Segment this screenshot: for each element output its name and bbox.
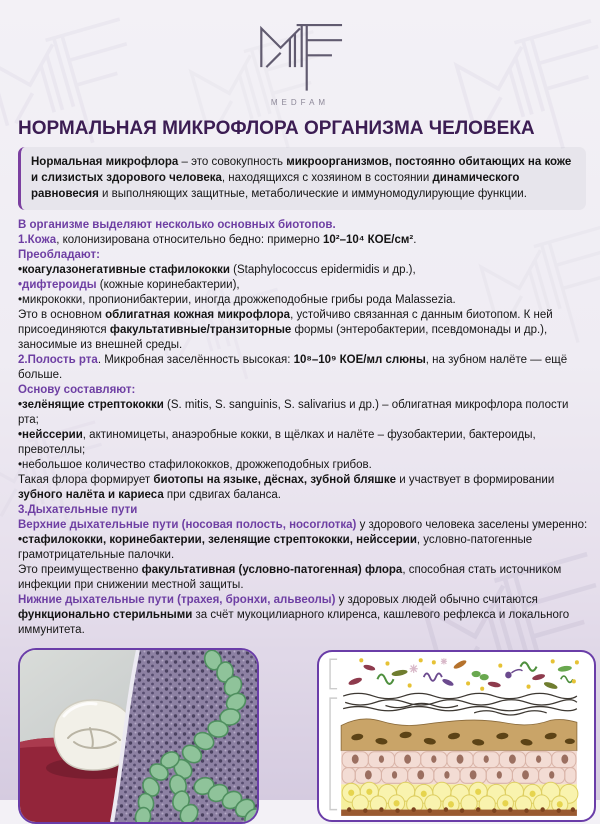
text-segment: динамического равновесия (31, 171, 520, 200)
text-segment: Верхние дыхательные пути (носовая полость, носоглотка) (18, 518, 357, 531)
paragraph (18, 428, 592, 458)
paragraph (18, 278, 592, 293)
paragraph (18, 383, 592, 398)
header (0, 0, 600, 107)
text-segment: , способная стать источником инфекции при снижении местной защиты. (18, 563, 562, 591)
paragraph (18, 593, 592, 638)
text-segment: . (413, 233, 417, 246)
intro-box (18, 147, 586, 210)
text-segment: у здоровых людей обычно считаются (335, 593, 538, 606)
text-segment: за счёт мукоцилиарного клиренса, кашлевого рефлекса и локального иммунитета. (18, 608, 570, 636)
tooth-streptococci-photo (20, 650, 257, 822)
text-segment: , устойчиво связанная с данным биотопом. К ней присоединяются (18, 308, 553, 336)
medfam-wordmark: MEDFAM (270, 98, 330, 107)
page-title: НОРМАЛЬНАЯ МИКРОФЛОРА ОРГАНИЗМА ЧЕЛОВЕКА (18, 118, 535, 139)
paragraph (18, 563, 592, 593)
text-segment: Такая флора формирует (18, 473, 154, 486)
text-segment: – это совокупность (178, 155, 287, 168)
text-segment: облигатная кожная микрофлора (105, 308, 291, 321)
text-segment: зубного налёта и кариеса (18, 488, 164, 501)
text-segment: •небольшое количество стафилококков, дрожжеподобных грибов. (18, 458, 372, 471)
content-paragraphs (18, 218, 592, 638)
text-segment: у здорового человека заселены умеренно: (356, 518, 588, 531)
text-segment: факультативные/транзиторные (109, 323, 292, 336)
text-segment: •дифтероиды (18, 278, 97, 291)
text-segment: , находящихся с хозяином в состоянии (221, 171, 433, 184)
text-segment: 3.Дыхательные пути (18, 503, 138, 516)
text-segment: В организме выделяют несколько основных биотопов. (18, 218, 336, 231)
paragraph (18, 353, 592, 383)
text-segment: (Staphylococcus epidermidis и др.), (229, 263, 416, 276)
text-segment: микроорганизмов, постоянно обитающих на коже и слизистых здорового человека (31, 155, 572, 184)
paragraph (18, 473, 592, 503)
paragraph (18, 218, 592, 233)
image-card-mucosa (317, 650, 596, 822)
text-segment: биотопы на языке, дёснах, зубной бляшке (153, 473, 397, 486)
text-segment: и выполняющих защитные, метаболические и иммуномодулирующие функции. (98, 187, 527, 200)
medfam-logo-icon (252, 20, 348, 94)
text-segment: 10⁸–10⁹ КОЕ/мл слюны (293, 353, 426, 366)
text-segment: , условно-патогенные грамотрицательные палочки. (18, 533, 533, 561)
text-segment: 2.Полость рта (18, 353, 98, 366)
text-segment: при сдвигах баланса. (163, 488, 281, 501)
text-segment: Это преимущественно (18, 563, 142, 576)
text-segment: , на зубном налёте — ещё больше. (18, 353, 568, 381)
paragraph (18, 263, 592, 278)
text-segment: функционально стерильными (18, 608, 193, 621)
text-segment: (кожные коринебактерии), (96, 278, 240, 291)
text-segment: формы (энтеробактерии, псевдомонады и др.), заносимые из внешней среды. (18, 323, 548, 351)
text-segment: •микрококки, пропионибактерии, иногда дрожжеподобные грибы рода Malassezia. (18, 293, 456, 306)
text-segment: Это в основном (18, 308, 106, 321)
paragraph (18, 248, 592, 263)
paragraph (18, 518, 592, 533)
text-segment: Преобладают: (18, 248, 100, 261)
mucosa-layers-illustration (323, 654, 590, 818)
text-segment: Нижние дыхательные пути (трахея, бронхи, альвеолы) (18, 593, 336, 606)
paragraph (18, 533, 592, 563)
text-segment: факультативная (условно-патогенная) флора (141, 563, 403, 576)
paragraph (18, 458, 592, 473)
text-segment: (S. mitis, S. sanguinis, S. salivarius и др.) – облигатная микрофлора полости рта; (18, 398, 569, 426)
text-segment: •нейссерии (18, 428, 83, 441)
paragraph (18, 503, 592, 518)
images-row (18, 648, 600, 824)
text-segment: 10²–10⁴ КОЕ/см² (322, 233, 414, 246)
text-segment: 1.Кожа (18, 233, 57, 246)
image-card-tooth (18, 648, 259, 824)
paragraph (18, 308, 592, 353)
text-segment: •коагулазонегативные стафилококки (18, 263, 230, 276)
text-segment: и участвует в формировании (396, 473, 555, 486)
text-segment: Основу составляют: (18, 383, 136, 396)
text-segment: . Микробная заселённость высокая: (97, 353, 294, 366)
paragraph (18, 293, 592, 308)
text-segment: •зелёнящие стрептококки (18, 398, 164, 411)
text-segment: , актиномицеты, анаэробные кокки, в щёлках и налёте – фузобактерии, бактероиды, превотеллы; (18, 428, 536, 456)
text-segment: •стафилококки, коринебактерии, зеленящие стрептококки, нейссерии (18, 533, 417, 546)
text-segment: , колонизирована относительно бедно: примерно (56, 233, 323, 246)
intro-text (31, 156, 571, 200)
text-segment: Нормальная микрофлора (31, 155, 179, 168)
paragraph (18, 398, 592, 428)
paragraph (18, 233, 592, 248)
